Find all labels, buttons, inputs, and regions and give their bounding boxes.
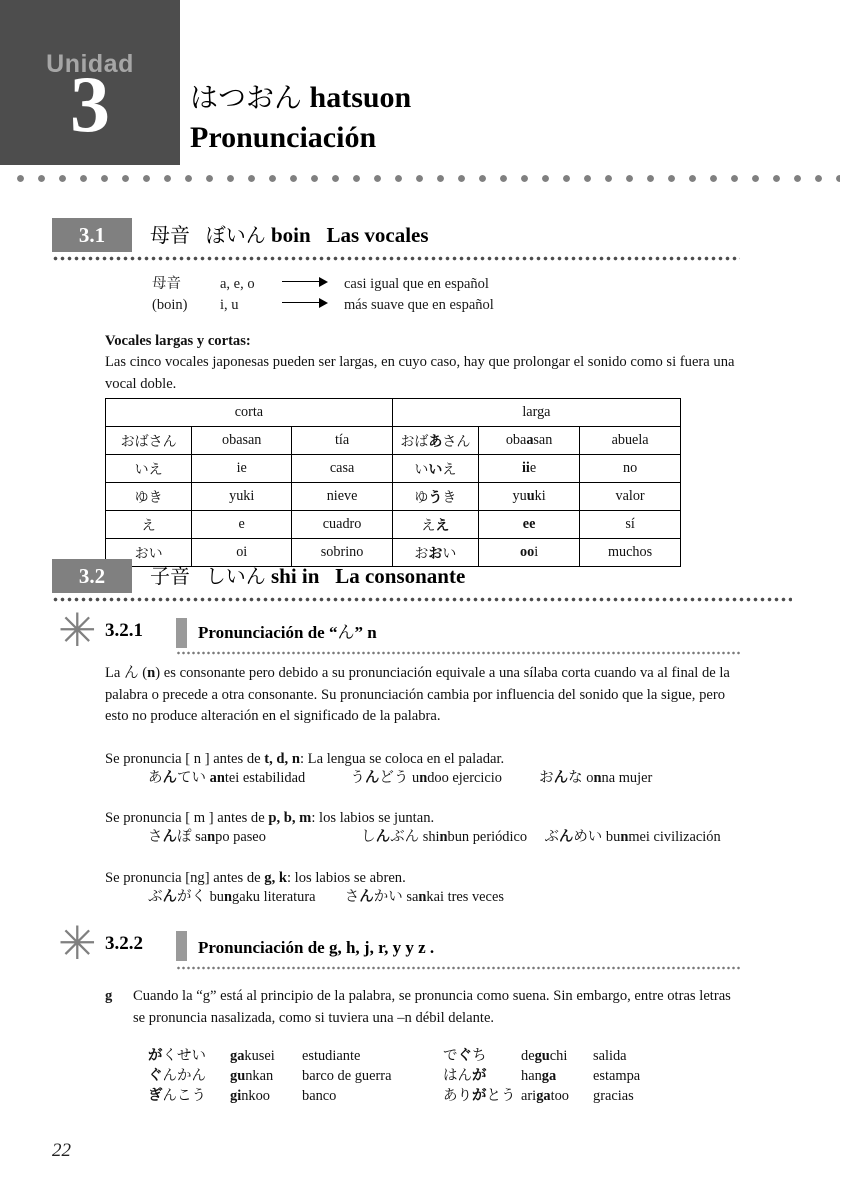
vowel-length-table xyxy=(105,398,681,567)
cell-corta-spanish: nieve xyxy=(292,483,393,511)
rule-text-n: Se pronuncia [ n ] antes de t, d, n: La lengua se coloca en el paladar. xyxy=(105,751,505,767)
list-item: ぎんこう ginkoo banco xyxy=(148,1088,337,1104)
section-title-3-1 xyxy=(150,218,429,252)
rule-text-m: Se pronuncia [ m ] antes de p, b, m: los labios se juntan. xyxy=(105,810,435,826)
subsection-3-2-1-paragraph: La ん (n) es consonante pero debido a su pronunciación equivale a una sílaba corta cuando va al final de la palabra o precede a otra consonante. Su pronunciación cambia por influencia del sonido que la sigue, pero esto no produce alteración en el significado de la palabra. xyxy=(105,664,730,724)
page-title-romaji: hatsuon xyxy=(309,81,412,114)
header-divider-dots xyxy=(10,174,840,183)
cell-larga-romaji: yuuki xyxy=(479,483,580,511)
list-item: ぐんかん gunkan barco de guerra xyxy=(148,1068,392,1084)
cell-larga-romaji: obaasan xyxy=(479,427,580,455)
section-3-2-kana: しいん xyxy=(205,564,266,588)
vowel-summary-row xyxy=(152,274,494,295)
subsection-number-3-2-2: 3.2.2 xyxy=(105,933,143,954)
vowel-row-label: 母音 xyxy=(152,276,181,292)
section-3-2-kanji: 子音 xyxy=(150,564,190,588)
cell-corta-kana: ゆき xyxy=(106,483,192,511)
page-title xyxy=(190,78,810,158)
example-row-m: さんぽ sanpo paseo しんぶん shinbun periódico ぶんめい bunmei civilización xyxy=(148,829,721,845)
cell-larga-spanish: sí xyxy=(580,511,681,539)
cell-larga-kana: ええ xyxy=(392,511,478,539)
section-3-1-kana: ぼいん xyxy=(205,223,266,247)
vowel-length-intro: Las cinco vocales japonesas pueden ser largas, en cuyo caso, hay que prolongar el sonido como si fuera una vocal doble. xyxy=(105,354,735,392)
page-number: 22 xyxy=(52,1140,71,1161)
vowel-summary-list xyxy=(152,274,494,316)
section-badge-3-2: 3.2 xyxy=(52,559,132,593)
g-examples-right xyxy=(443,1046,640,1106)
subsection-number-3-2-1: 3.2.1 xyxy=(105,620,143,641)
cell-corta-kana: おばさん xyxy=(106,427,192,455)
subsection-3-2-2-paragraph: Cuando la “g” está al principio de la palabra, se pronuncia como suena. Sin embargo, entre otras letras se pronuncia nasalizada, como si tuviera una –n débil delante. xyxy=(133,988,731,1026)
section-3-1-divider-dots xyxy=(52,256,740,261)
asterisk-icon: ✳ xyxy=(58,603,97,657)
cell-corta-romaji: oi xyxy=(192,539,292,567)
unit-label: Unidad xyxy=(46,50,134,78)
section-3-2-romaji: shi in xyxy=(271,564,320,588)
list-item: ありがとう arigatoo gracias xyxy=(443,1088,634,1104)
cell-larga-spanish: valor xyxy=(580,483,681,511)
subsection-title-3-2-2: Pronunciación de g, h, j, r, y y z . xyxy=(198,938,435,957)
vowel-row-note: casi igual que en español xyxy=(344,276,489,292)
cell-corta-spanish: sobrino xyxy=(292,539,393,567)
asterisk-icon: ✳ xyxy=(58,916,97,970)
table-row xyxy=(106,511,681,539)
cell-corta-romaji: e xyxy=(192,511,292,539)
cell-corta-kana: え xyxy=(106,511,192,539)
rule-text-ng: Se pronuncia [ng] antes de g, k: los labios se abren. xyxy=(105,870,406,886)
arrow-right-icon xyxy=(282,298,328,308)
section-badge-3-1: 3.1 xyxy=(52,218,132,252)
section-title-3-2 xyxy=(150,559,465,593)
section-3-2-spanish: La consonante xyxy=(335,564,466,588)
unit-number: 3 xyxy=(70,61,110,149)
section-3-1-romaji: boin xyxy=(271,223,311,247)
cell-larga-romaji: ooi xyxy=(479,539,580,567)
table-group-header-larga: larga xyxy=(392,399,680,427)
table-group-header-corta: corta xyxy=(106,399,393,427)
letter-marker-g: g xyxy=(105,988,113,1004)
page-title-japanese xyxy=(190,78,810,118)
section-3-2-divider-dots xyxy=(52,597,792,602)
cell-larga-kana: いいえ xyxy=(392,455,478,483)
subsection-3-2-1-divider-dots xyxy=(176,651,740,655)
cell-larga-spanish: abuela xyxy=(580,427,681,455)
vowel-length-subheading: Vocales largas y cortas: xyxy=(105,333,251,349)
cell-corta-romaji: obasan xyxy=(192,427,292,455)
g-examples-left xyxy=(148,1046,392,1106)
cell-larga-kana: ゆうき xyxy=(392,483,478,511)
table-row xyxy=(106,455,681,483)
arrow-right-icon xyxy=(282,277,328,287)
page-title-kana: はつおん xyxy=(190,81,303,114)
cell-larga-romaji: iie xyxy=(479,455,580,483)
cell-larga-spanish: muchos xyxy=(580,539,681,567)
page-title-spanish: Pronunciación xyxy=(190,121,377,154)
table-row xyxy=(106,483,681,511)
vowel-row-note: más suave que en español xyxy=(344,297,494,313)
subsection-title-post: ” n xyxy=(354,623,377,642)
cell-larga-kana: おおい xyxy=(392,539,478,567)
subsection-accent-bar xyxy=(176,931,187,961)
vowel-row-vowels: i, u xyxy=(220,297,239,313)
list-item: でぐち deguchi salida xyxy=(443,1048,627,1064)
example-row-ng: ぶんがく bungaku literatura さんかい sankai tres veces xyxy=(148,889,504,905)
cell-corta-romaji: ie xyxy=(192,455,292,483)
list-item: がくせい gakusei estudiante xyxy=(148,1048,361,1064)
section-3-1-kanji: 母音 xyxy=(150,223,190,247)
vowel-row-vowels: a, e, o xyxy=(220,276,255,292)
cell-corta-romaji: yuki xyxy=(192,483,292,511)
example-row-n: あんてい antei estabilidad うんどう undoo ejercicio おんな onna mujer xyxy=(148,770,653,786)
cell-corta-spanish: casa xyxy=(292,455,393,483)
cell-corta-kana: おい xyxy=(106,539,192,567)
section-3-1-spanish: Las vocales xyxy=(326,223,429,247)
cell-corta-kana: いえ xyxy=(106,455,192,483)
table-header-row xyxy=(106,399,681,427)
subsection-accent-bar xyxy=(176,618,187,648)
vowel-row-label: (boin) xyxy=(152,297,188,313)
cell-larga-romaji: ee xyxy=(479,511,580,539)
cell-larga-spanish: no xyxy=(580,455,681,483)
vowel-summary-row xyxy=(152,295,494,316)
list-item: はんが hanga estampa xyxy=(443,1068,641,1084)
subsection-title-kana: ん xyxy=(337,623,355,643)
cell-larga-kana: おばあさん xyxy=(392,427,478,455)
subsection-3-2-2-divider-dots xyxy=(176,966,740,970)
table-row xyxy=(106,427,681,455)
cell-corta-spanish: tía xyxy=(292,427,393,455)
subsection-title-3-2-1 xyxy=(198,620,377,646)
cell-corta-spanish: cuadro xyxy=(292,511,393,539)
subsection-title-pre: Pronunciación de “ xyxy=(198,623,338,642)
